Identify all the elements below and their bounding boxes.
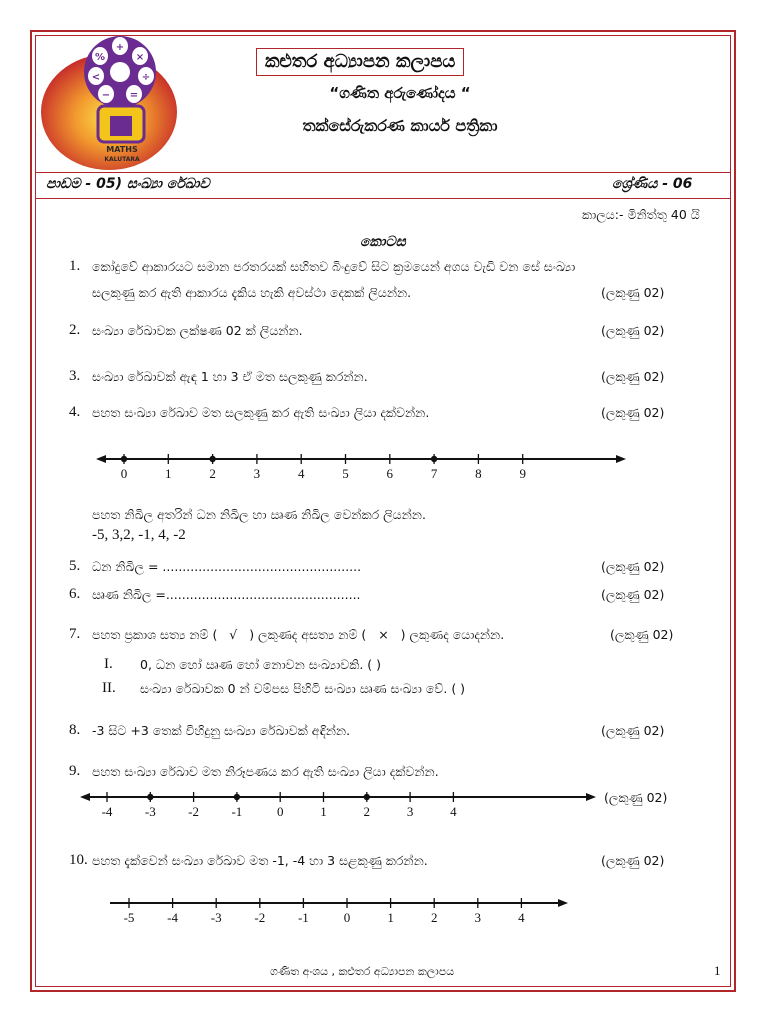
footer-text: ගණිත අංශය , කළුතර අධ්‍යාපන කලාපය — [270, 965, 455, 978]
marks-label: (ලකුණු 02) — [601, 853, 665, 868]
question-number: 6. — [69, 586, 81, 602]
zone-title: කළුතර අධ්‍යාපන කලාපය — [256, 48, 464, 76]
number-line-group — [80, 792, 596, 819]
question-number: 7. — [69, 626, 81, 642]
tick-label: 6 — [386, 466, 394, 481]
question-number: 9. — [69, 763, 81, 779]
tick-label: 0 — [120, 466, 128, 481]
statement-label: I. — [104, 656, 113, 672]
cross-symbol: × — [378, 627, 389, 642]
tick-label: 0 — [343, 910, 351, 925]
tick-label: -4 — [101, 804, 113, 819]
negative-integers-answer: ඍණ නිඛිල =................................................. — [92, 587, 361, 602]
tick-label: 3 — [474, 910, 482, 925]
question-number: 8. — [69, 722, 81, 738]
paper-type-title: තක්සේරුකරණ කාර්ය පත්‍රිකා — [302, 116, 498, 135]
tick-label: -1 — [231, 804, 243, 819]
tick-label: 4 — [297, 466, 305, 481]
marks-label: (ලකුණු 02) — [610, 627, 674, 642]
question-number: 5. — [69, 558, 81, 574]
marks-label: (ලකුණු 02) — [601, 587, 665, 602]
tick-label: 4 — [450, 804, 457, 819]
page-number: 1 — [714, 963, 721, 978]
section-title: කොටස — [360, 234, 406, 250]
question-number: 4. — [69, 404, 81, 420]
svg-text:KALUTARA: KALUTARA — [104, 156, 140, 163]
instruction-text: පහත නිඛිල අතරින් ධන නිඛිල හා ඍණ නිඛිල වෙන්කර ලියන්න. — [92, 507, 426, 522]
tick-label: 1 — [320, 804, 327, 819]
program-title: “ගණිත අරුණෝදය “ — [329, 84, 471, 102]
marks-label: (ලකුණු 02) — [601, 285, 665, 300]
tick-label: 4 — [518, 910, 525, 925]
question-8-text: -3 සිට +3 තෙක් විහිදුනු සංඛ්‍යා රේඛාවක් අඳින්න. — [92, 723, 351, 738]
question-10-text: පහත දැක්වෙන් සංඛ්‍යා රේඛාව මත -1, -4 හා 3 සළකුණු කරන්න. — [92, 853, 428, 868]
tick-label: -5 — [123, 910, 135, 925]
positive-integers-answer: ධන නිඛිල = .................................................. — [92, 559, 362, 574]
question-1-line-1: කෝදුවේ ආකාරයට සමාන පරතරයක් සහිතව බිංදුවේ සිට ක්‍රමයෙන් අගය වැඩි වන සේ සංඛ්‍යා — [92, 259, 576, 274]
svg-text:%: % — [94, 52, 106, 63]
svg-text:÷: ÷ — [141, 72, 151, 83]
tick-label: -1 — [297, 910, 309, 925]
tick-label: 3 — [406, 804, 414, 819]
number-line-group — [110, 898, 568, 925]
question-4-text: පහත සංඛ්‍යා රේඛාව මත සලකුණු කර ඇති සංඛ්‍යා ලියා දක්වන්න. — [92, 405, 430, 420]
tick-label: -2 — [254, 910, 266, 925]
tick-label: 3 — [253, 466, 261, 481]
svg-text:×: × — [135, 52, 145, 63]
axis-arrow-right — [558, 899, 568, 907]
question-7-text: පහත ප්‍රකාශ සත්‍ය නම් ( √ ) ලකුණද අසත්‍ය නම් ( × ) ලකුණද යොදන්න. — [92, 627, 505, 642]
lesson-label: පාඩම - 05) සංඛ්‍යා රේඛාව — [46, 176, 210, 192]
marked-point — [209, 456, 215, 462]
svg-text:=: = — [129, 90, 139, 101]
tick-label: -2 — [188, 804, 200, 819]
statement-2: සංඛ්‍යා රේඛාවක 0 න් වම්පස පිහිටි සංඛ්‍යා ඍණ සංඛ්‍යා වේ. ( ) — [140, 681, 466, 696]
question-number: 1. — [69, 258, 81, 274]
tick-label: 9 — [519, 466, 526, 481]
tick-label: 1 — [165, 466, 172, 481]
statement-label: II. — [102, 680, 116, 696]
question-number: 3. — [69, 368, 81, 384]
axis-arrow-right — [616, 455, 626, 463]
marked-point — [431, 456, 437, 462]
tick-label: 1 — [387, 910, 394, 925]
tick-symbol: √ — [229, 627, 238, 642]
statement-1: 0, ධන හෝ ඍණ හෝ නොවන සංඛ්‍යාවකි. ( ) — [140, 657, 382, 672]
question-number: 2. — [69, 322, 81, 338]
tick-label: 7 — [430, 466, 438, 481]
svg-text:<: < — [91, 72, 101, 83]
grade-label: ශ්‍රේණිය - 06 — [612, 176, 693, 192]
question-9-text: පහත සංඛ්‍යා රේඛාව මත නිරූපණය කර ඇති සංඛ්‍යා ලියා දක්වන්න. — [92, 764, 439, 779]
tick-label: 5 — [342, 466, 349, 481]
marks-label: (ලකුණු 02) — [601, 323, 665, 338]
tick-label: 0 — [276, 804, 284, 819]
marks-label: (ලකුණු 02) — [601, 723, 665, 738]
tick-label: -3 — [144, 804, 156, 819]
tick-label: 8 — [475, 466, 482, 481]
marks-label: (ලකුණු 02) — [601, 559, 665, 574]
marked-point — [121, 456, 127, 462]
axis-arrow-left — [96, 455, 106, 463]
tick-label: 2 — [430, 910, 438, 925]
marked-point — [364, 794, 370, 800]
question-number: 10. — [69, 852, 88, 868]
marked-point — [147, 794, 153, 800]
question-3-text: සංඛ්‍යා රේඛාවක් ඇඳ 1 හා 3 ඒ මත සලකුණු කරන්න. — [92, 369, 368, 384]
marked-point — [234, 794, 240, 800]
svg-text:−: − — [101, 90, 111, 101]
marks-label: (ලකුණු 02) — [601, 405, 665, 420]
integer-list: -5, 3,2, -1, 4, -2 — [92, 527, 186, 543]
svg-text:+: + — [115, 42, 125, 53]
marks-label: (ලකුණු 02) — [601, 369, 665, 384]
marks-label: (ලකුණු 02) — [604, 790, 668, 805]
tick-label: 2 — [209, 466, 216, 481]
time-label: කාලය:- මිනිත්තු 40 යි — [582, 207, 700, 222]
tick-label: -3 — [210, 910, 222, 925]
question-1-line-2: සලකුණු කර ඇති ආකාරය දැකිය හැකි අවස්ථා දෙකක් ලියන්න. — [92, 285, 412, 300]
number-line-group — [96, 454, 626, 481]
svg-text:MATHS: MATHS — [106, 145, 138, 154]
question-2-text: සංඛ්‍යා රේඛාවක ලක්ෂණ 02 ක් ලියන්න. — [92, 323, 303, 338]
axis-arrow-right — [586, 793, 596, 801]
tick-label: 2 — [363, 804, 371, 819]
tick-label: -4 — [167, 910, 179, 925]
axis-arrow-left — [80, 793, 90, 801]
